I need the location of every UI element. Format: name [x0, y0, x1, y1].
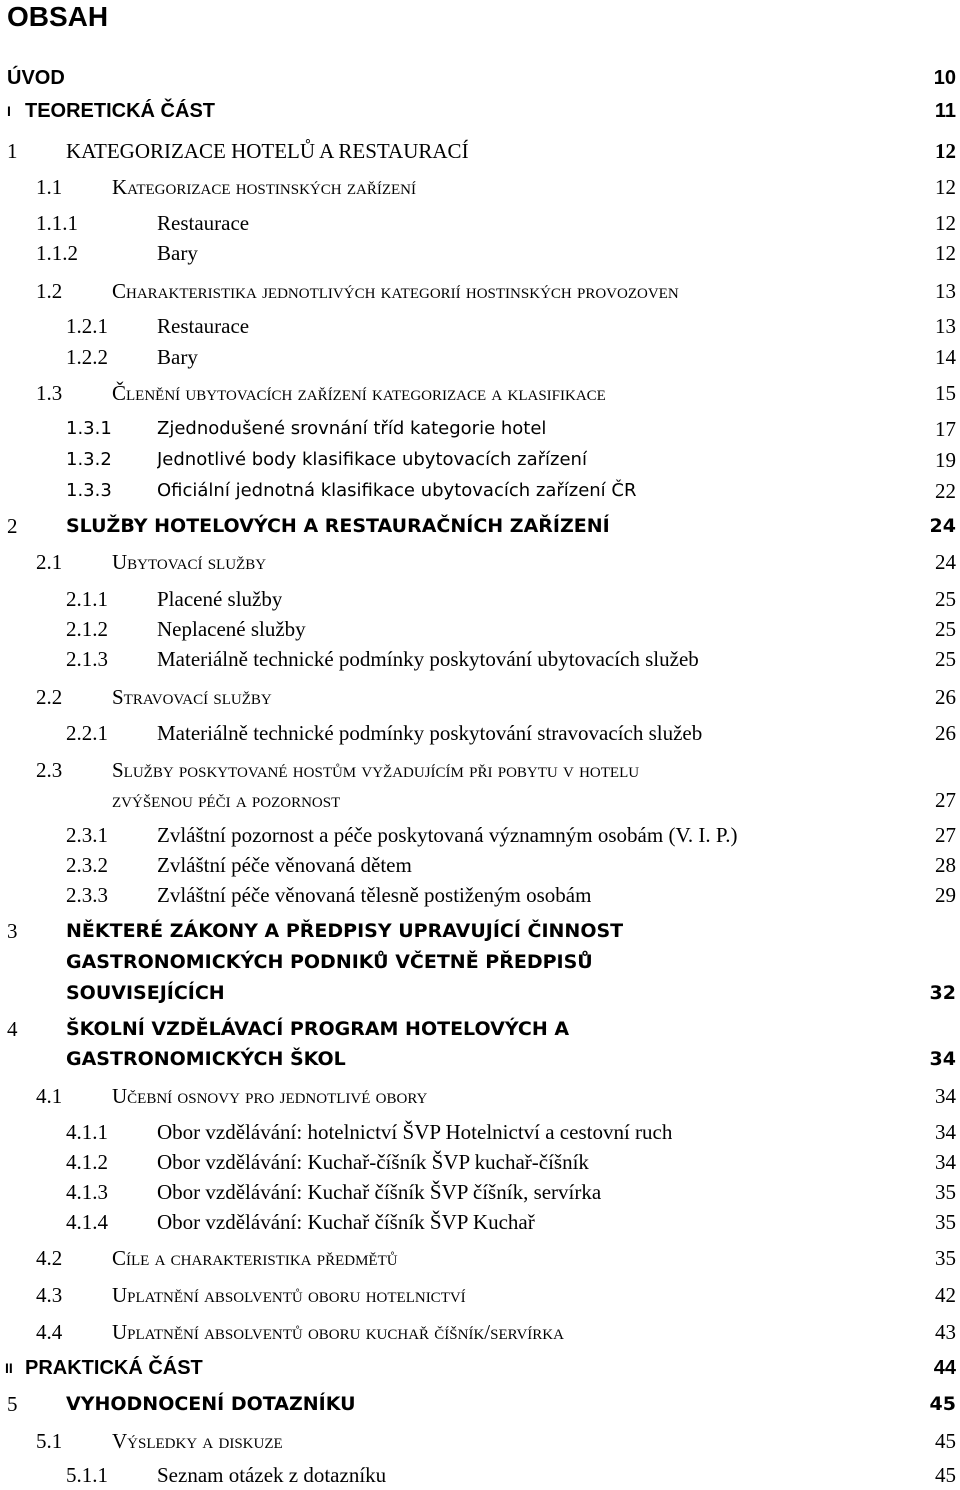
toc-number: 4.4: [36, 1320, 63, 1344]
toc-entry[interactable]: [0, 1245, 956, 1271]
toc-page: 35: [935, 1210, 956, 1234]
toc-page: 10: [933, 67, 956, 89]
toc-entry[interactable]: [0, 478, 956, 504]
toc-label: Uplatnění absolventů oboru kuchař číšník/servírka: [112, 1320, 564, 1344]
toc-label: Obor vzdělávání: Kuchař číšník ŠVP číšník, servírka: [157, 1180, 602, 1204]
toc-entry[interactable]: [0, 1319, 956, 1345]
toc-label: Materiálně technické podmínky poskytování ubytovacích služeb: [157, 647, 699, 671]
toc-label: Neplacené služby: [157, 617, 306, 641]
toc-page: 12: [935, 241, 956, 265]
toc-label: SOUVISEJÍCÍCH: [66, 982, 225, 1004]
toc-label: Uplatnění absolventů oboru hotelnictví: [112, 1283, 466, 1307]
toc-number: 4: [7, 1017, 18, 1041]
toc-label: Členění ubytovacích zařízení kategorizace a klasifikace: [112, 381, 606, 405]
toc-entry[interactable]: [0, 616, 956, 642]
toc-label: KATEGORIZACE HOTELŮ A RESTAURACÍ: [66, 139, 469, 163]
toc-label: Seznam otázek z dotazníku: [157, 1463, 387, 1487]
toc-label: Materiálně technické podmínky poskytování stravovacích služeb: [157, 721, 703, 745]
toc-label: Kategorizace hostinských zařízení: [112, 175, 416, 199]
toc-number: 4.3: [36, 1283, 63, 1307]
toc-entry-continuation[interactable]: [0, 1046, 956, 1072]
toc-entry[interactable]: [0, 1282, 956, 1308]
toc-label: Bary: [157, 241, 198, 265]
toc-label: Restaurace: [157, 211, 250, 235]
toc-page: 45: [935, 1429, 956, 1453]
toc-number: II: [5, 1360, 13, 1376]
toc-number: 1: [7, 139, 18, 163]
toc-entry[interactable]: [0, 65, 956, 91]
toc-label: VYHODNOCENÍ DOTAZNÍKU: [66, 1393, 356, 1415]
toc-label: ŠKOLNÍ VZDĚLÁVACÍ PROGRAM HOTELOVÝCH A: [66, 1018, 570, 1040]
toc-entry[interactable]: [0, 313, 956, 339]
toc-number: 1.3.2: [66, 449, 112, 470]
toc-label: ÚVOD: [7, 67, 65, 89]
toc-page: 35: [935, 1246, 956, 1270]
toc-page: 35: [935, 1180, 956, 1204]
toc-label: Jednotlivé body klasifikace ubytovacích zařízení: [157, 449, 587, 470]
toc-label: GASTRONOMICKÝCH ŠKOL: [66, 1048, 346, 1070]
toc-label: Služby poskytované hostům vyžadujícím při pobytu v hotelu: [112, 758, 640, 782]
page-title: OBSAH: [7, 1, 109, 32]
toc-page: 14: [935, 345, 956, 369]
toc-entry[interactable]: [0, 646, 956, 672]
toc-label: TEORETICKÁ ČÁST: [25, 100, 215, 122]
toc-entry[interactable]: [0, 210, 956, 236]
toc-number: 1.2: [36, 279, 63, 303]
toc-page: 13: [935, 279, 956, 303]
toc-number: 2.1: [36, 550, 63, 574]
toc-label: PRAKTICKÁ ČÁST: [25, 1357, 203, 1379]
toc-number: 2.3.2: [66, 853, 108, 877]
toc-entry[interactable]: [0, 882, 956, 908]
toc-entry[interactable]: [0, 1149, 956, 1175]
toc-page: 24: [929, 515, 956, 537]
toc-entry[interactable]: [0, 1428, 956, 1454]
toc-number: 4.1: [36, 1084, 63, 1108]
toc-page: 44: [933, 1357, 956, 1379]
toc-entry[interactable]: [0, 1355, 956, 1381]
toc-number: 2.2: [36, 685, 63, 709]
toc-entry[interactable]: [0, 822, 956, 848]
toc-entry[interactable]: [0, 852, 956, 878]
toc-page: 17: [935, 417, 956, 441]
toc-page: 25: [935, 617, 956, 641]
toc-number: 1.3.3: [66, 480, 112, 501]
toc-label: zvýšenou péči a pozornost: [112, 788, 341, 812]
toc-label: GASTRONOMICKÝCH PODNIKŮ VČETNĚ PŘEDPISŮ: [66, 951, 593, 973]
toc-number: 1.2.1: [66, 314, 108, 338]
toc-page: 25: [935, 647, 956, 671]
toc-entry[interactable]: [0, 416, 956, 442]
toc-number: I: [7, 103, 11, 119]
toc-number: 2.1.1: [66, 587, 108, 611]
toc-page: 26: [935, 721, 956, 745]
toc-entry[interactable]: [0, 1391, 956, 1417]
toc-page: 27: [935, 823, 956, 847]
toc-number: 1.3: [36, 381, 63, 405]
toc-label: Obor vzdělávání: Kuchař-číšník ŠVP kuchař-číšník: [157, 1150, 589, 1174]
toc-page: 12: [935, 211, 956, 235]
toc-entry[interactable]: [0, 918, 956, 944]
toc-number: 1.1.1: [36, 211, 78, 235]
toc-page: 45: [929, 1393, 956, 1415]
toc-number: 2: [7, 514, 18, 538]
toc-number: 1.1: [36, 175, 63, 199]
toc-label: Zvláštní péče věnovaná tělesně postiženým osobám: [157, 883, 592, 907]
toc-page: 42: [935, 1283, 956, 1307]
toc-page: 25: [935, 587, 956, 611]
toc-page: 34: [929, 1048, 956, 1070]
toc-page: 11: [934, 100, 956, 122]
toc-label: Stravovací služby: [112, 685, 272, 709]
toc-label: Restaurace: [157, 314, 250, 338]
toc-label: Oficiální jednotná klasifikace ubytovacích zařízení ČR: [157, 480, 637, 501]
toc-entry[interactable]: [0, 1016, 956, 1042]
toc-number: 5.1.1: [66, 1463, 108, 1487]
toc-label: Placené služby: [157, 587, 283, 611]
toc-number: 2.3.1: [66, 823, 108, 847]
toc-entry[interactable]: [0, 1209, 956, 1235]
toc-number: 1.1.2: [36, 241, 78, 265]
toc-entry[interactable]: [0, 1119, 956, 1145]
toc-entry[interactable]: [0, 447, 956, 473]
toc-label: Zvláštní péče věnovaná dětem: [157, 853, 412, 877]
toc-number: 5.1: [36, 1429, 63, 1453]
toc-number: 5: [7, 1392, 18, 1416]
toc-entry-continuation[interactable]: [0, 787, 956, 813]
toc-page: 12: [935, 175, 956, 199]
toc-number: 4.1.1: [66, 1120, 108, 1144]
toc-label: Cíle a charakteristika předmětů: [112, 1246, 398, 1270]
toc-page: 45: [935, 1463, 956, 1487]
toc-entry[interactable]: [0, 344, 956, 370]
toc-label: NĚKTERÉ ZÁKONY A PŘEDPISY UPRAVUJÍCÍ ČINNOST: [66, 920, 624, 942]
toc-label: Učební osnovy pro jednotlivé obory: [112, 1084, 428, 1108]
toc-number: 3: [7, 919, 18, 943]
toc-page: 22: [935, 479, 956, 503]
toc-number: 2.1.2: [66, 617, 108, 641]
toc-number: 2.2.1: [66, 721, 108, 745]
toc-page: 19: [935, 448, 956, 472]
toc-page: 32: [929, 982, 956, 1004]
toc-page: 34: [935, 1084, 956, 1108]
toc-entry-continuation[interactable]: [0, 980, 956, 1006]
toc-entry[interactable]: [0, 684, 956, 710]
toc-entry[interactable]: [0, 1462, 956, 1488]
toc-number: 2.1.3: [66, 647, 108, 671]
toc-number: 4.2: [36, 1246, 63, 1270]
toc-entry[interactable]: [0, 278, 956, 304]
toc-entry[interactable]: [0, 138, 956, 164]
toc-page: 28: [935, 853, 956, 877]
toc-page: 12: [935, 139, 956, 163]
toc-entry-continuation[interactable]: [0, 949, 956, 975]
toc-page: 29: [935, 883, 956, 907]
toc-page: 24: [935, 550, 956, 574]
toc-label: Zvláštní pozornost a péče poskytovaná významným osobám (V. I. P.): [157, 823, 738, 847]
toc-page: 27: [935, 788, 956, 812]
toc-label: Výsledky a diskuze: [112, 1429, 283, 1453]
toc-entry[interactable]: [0, 549, 956, 575]
toc-label: Bary: [157, 345, 198, 369]
toc-label: SLUŽBY HOTELOVÝCH A RESTAURAČNÍCH ZAŘÍZENÍ: [66, 515, 610, 537]
toc-number: 4.1.4: [66, 1210, 108, 1234]
toc-entry[interactable]: [0, 513, 956, 539]
toc-entry[interactable]: [0, 98, 956, 124]
toc-label: Charakteristika jednotlivých kategorií hostinských provozoven: [112, 279, 679, 303]
toc-number: 4.1.2: [66, 1150, 108, 1174]
toc-entry[interactable]: [0, 1179, 956, 1205]
toc-entry[interactable]: [0, 720, 956, 746]
toc-number: 4.1.3: [66, 1180, 108, 1204]
toc-label: Zjednodušené srovnání tříd kategorie hotel: [157, 418, 547, 439]
toc-number: 2.3.3: [66, 883, 108, 907]
toc-entry[interactable]: [0, 174, 956, 200]
toc-page: 43: [935, 1320, 956, 1344]
toc-label: Ubytovací služby: [112, 550, 267, 574]
toc-entry[interactable]: [0, 380, 956, 406]
toc-entry[interactable]: [0, 240, 956, 266]
toc-page: 34: [935, 1150, 956, 1174]
toc-page: 13: [935, 314, 956, 338]
toc-entry[interactable]: [0, 757, 956, 783]
toc-number: 2.3: [36, 758, 63, 782]
toc-page: 34: [935, 1120, 956, 1144]
toc-entry[interactable]: [0, 1083, 956, 1109]
toc-number: 1.3.1: [66, 418, 112, 439]
toc-label: Obor vzdělávání: Kuchař číšník ŠVP Kuchař: [157, 1210, 535, 1234]
toc-page: 15: [935, 381, 956, 405]
toc-number: 1.2.2: [66, 345, 108, 369]
toc-label: Obor vzdělávání: hotelnictví ŠVP Hotelnictví a cestovní ruch: [157, 1120, 673, 1144]
toc-entry[interactable]: [0, 586, 956, 612]
toc-page: 26: [935, 685, 956, 709]
